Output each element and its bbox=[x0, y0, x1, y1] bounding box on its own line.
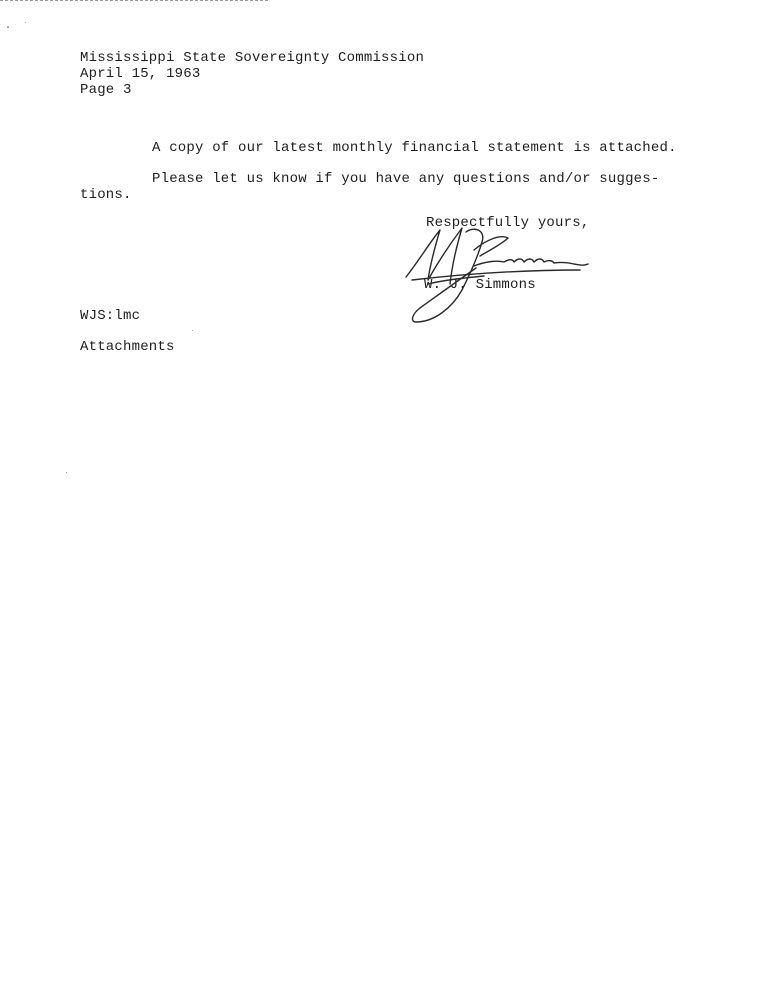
paragraph-questions-line-2: tions. bbox=[80, 187, 132, 203]
letter-addressee: Mississippi State Sovereignty Commission bbox=[80, 50, 425, 66]
enclosure-notation: Attachments bbox=[80, 339, 175, 355]
scan-speck bbox=[66, 472, 67, 473]
closing-salutation: Respectfully yours, bbox=[426, 215, 590, 231]
page-number: Page 3 bbox=[80, 82, 132, 98]
signer-name: W. J. Simmons bbox=[424, 277, 536, 293]
scan-speck bbox=[25, 22, 26, 23]
scan-speck bbox=[7, 26, 9, 28]
reference-initials: WJS:lmc bbox=[80, 308, 141, 324]
letter-date: April 15, 1963 bbox=[80, 66, 201, 82]
scan-speck bbox=[192, 330, 193, 331]
handwritten-signature bbox=[404, 222, 594, 332]
top-edge-rule bbox=[0, 0, 268, 1]
paragraph-questions-line-1: Please let us know if you have any questions and/or sugges- bbox=[152, 171, 660, 187]
paragraph-financial-statement: A copy of our latest monthly financial statement is attached. bbox=[152, 140, 677, 156]
